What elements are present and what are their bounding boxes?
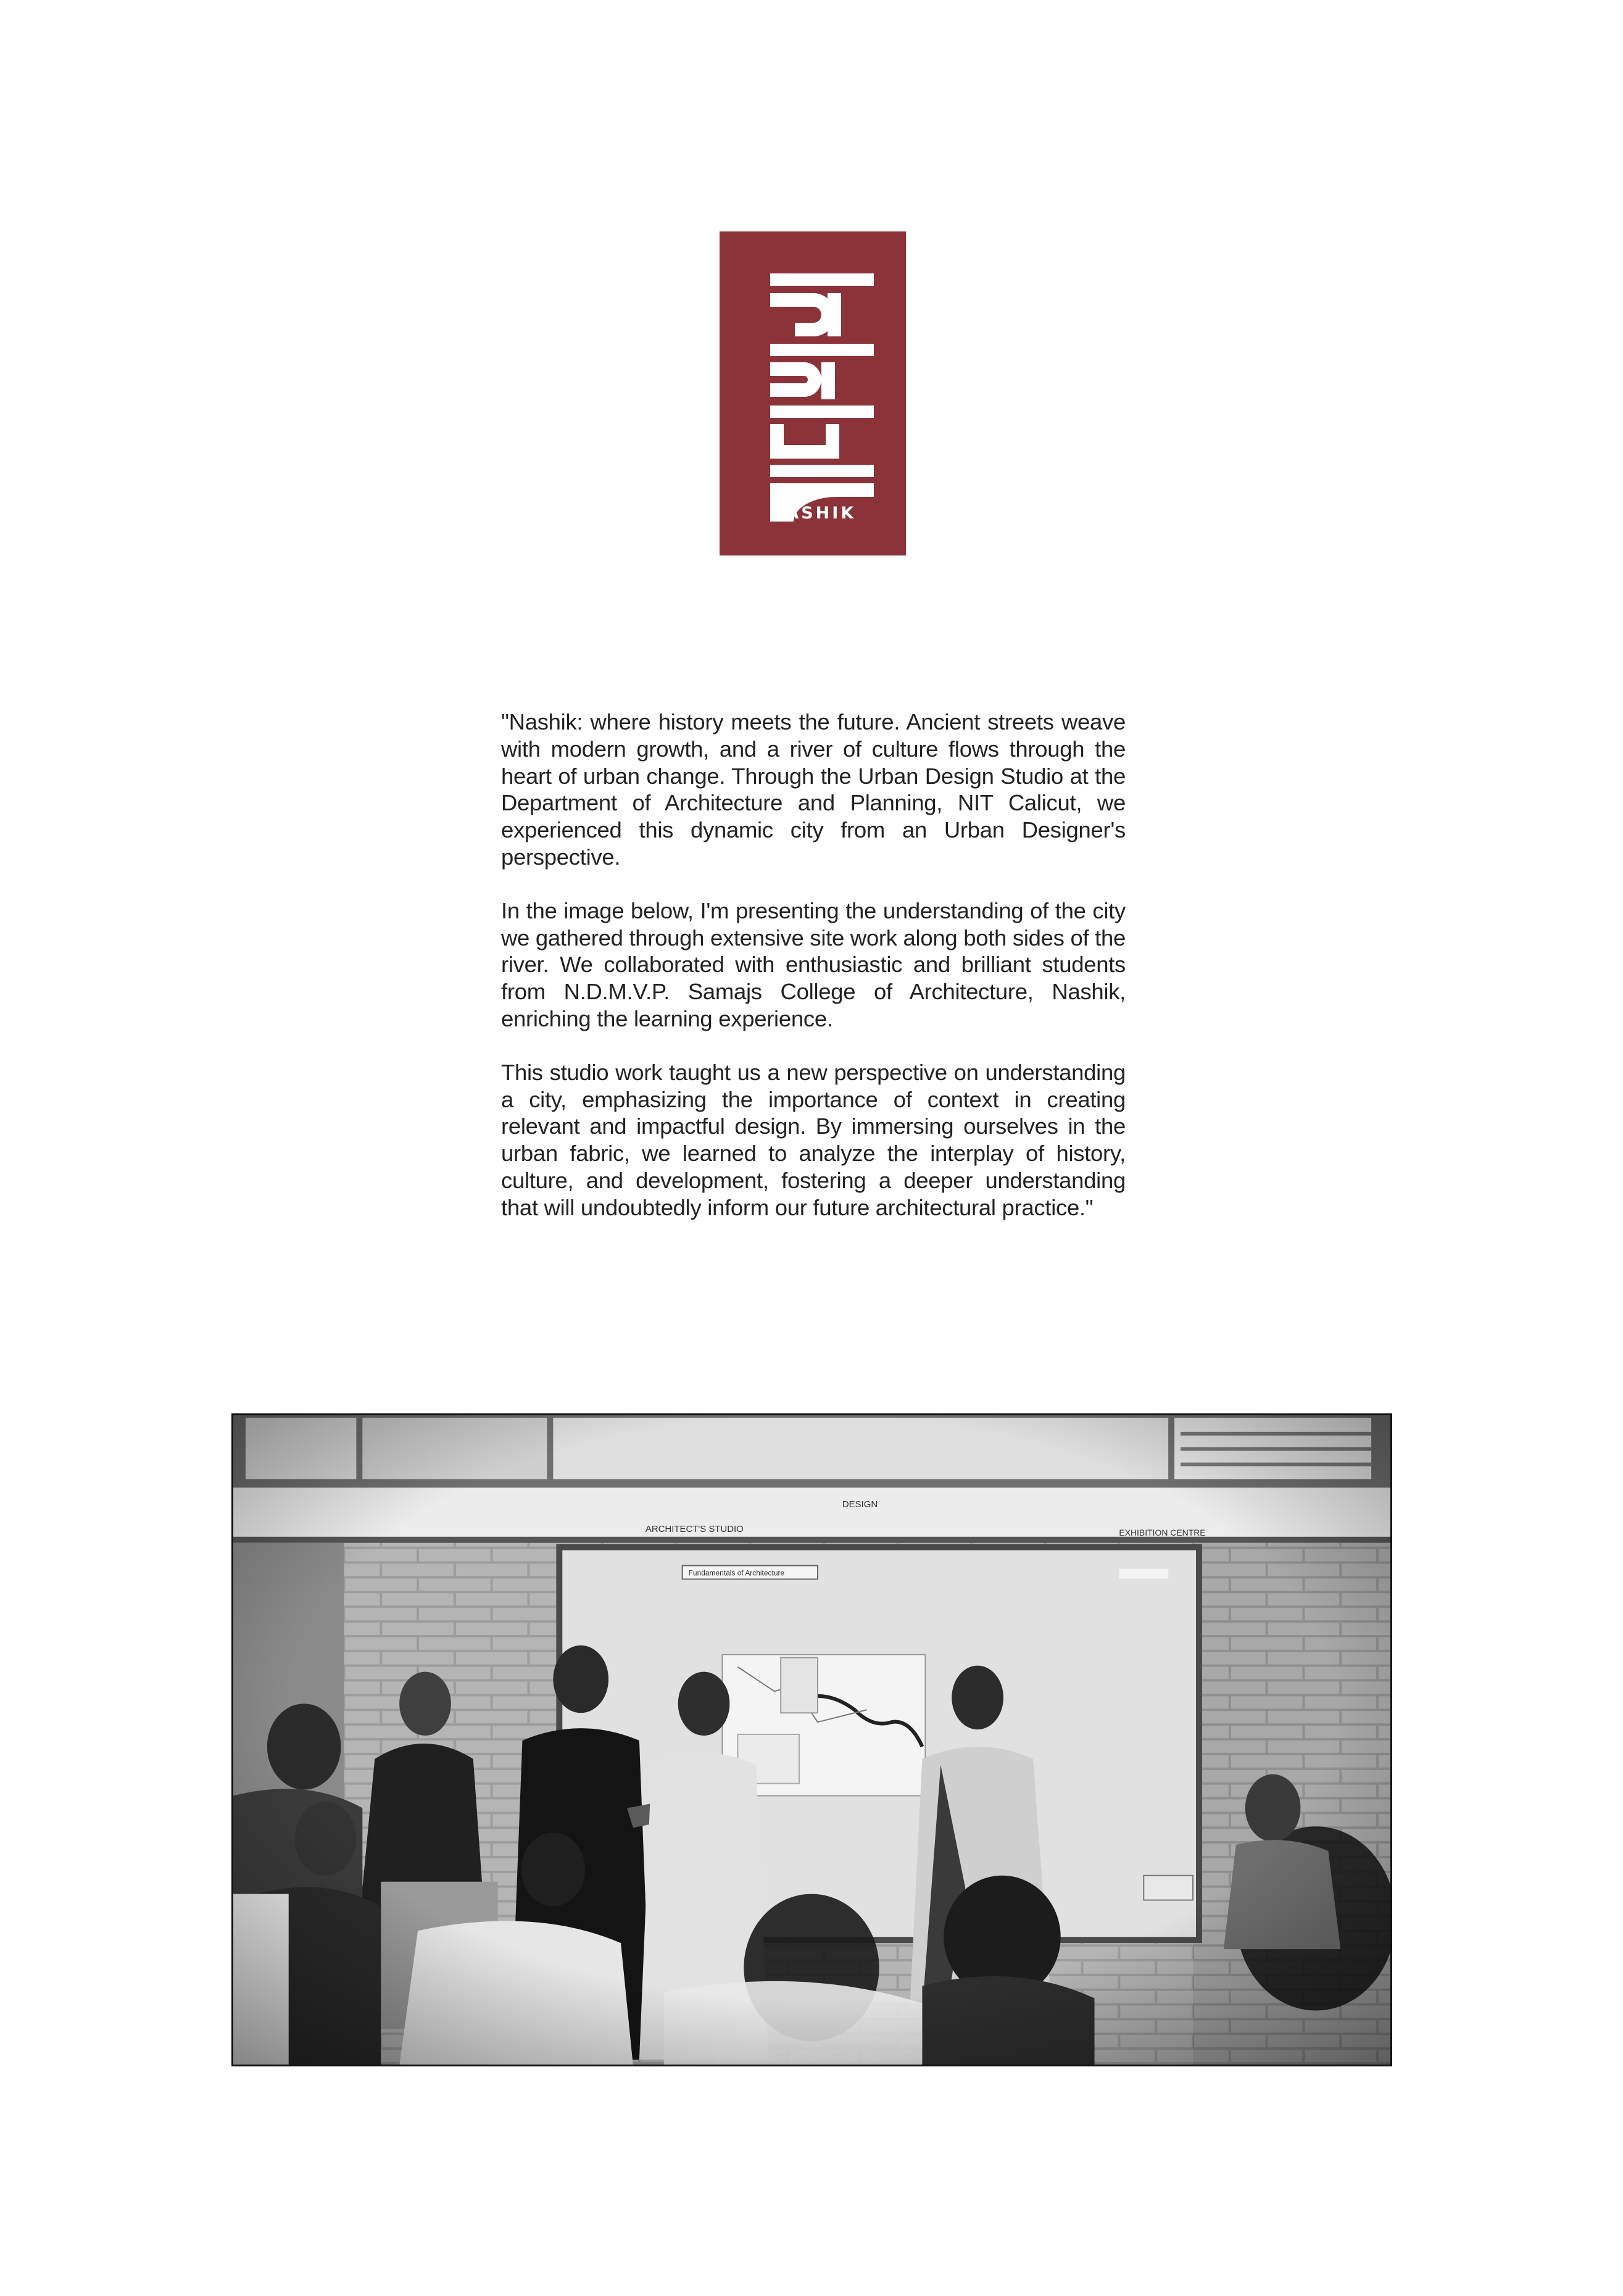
intro-text (501, 709, 1126, 1248)
logo-caption: NASHIK (769, 504, 857, 523)
photo-illustration (233, 1415, 1390, 2065)
intro-paragraph-1: "Nashik: where history meets the future. Ancient streets weave with modern growth, and a river of culture flows through the heart of urban change. Through the Urban Design Studio at the Department of Architecture and Planning, NIT Calicut, we experienced this dynamic city from an Urban Designer's perspective. (501, 709, 1126, 870)
studio-presentation-photo (231, 1413, 1392, 2066)
intro-paragraph-3: This studio work taught us a new perspective on understanding a city, emphasizing the importance of context in creating relevant and impactful design. By immersing ourselves in the urban fabric, we learned to analyze the interplay of history, culture, and development, fostering a deeper understanding that will undoubtedly inform our future architectural practice." (501, 1059, 1126, 1220)
intro-paragraph-2: In the image below, I'm presenting the understanding of the city we gathered through extensive site work along both sides of the river. We collaborated with enthusiastic and brilliant students from N.D.M.V.P. Samajs College of Architecture, Nashik, enriching the learning experience. (501, 897, 1126, 1031)
nashik-logo (720, 231, 906, 555)
